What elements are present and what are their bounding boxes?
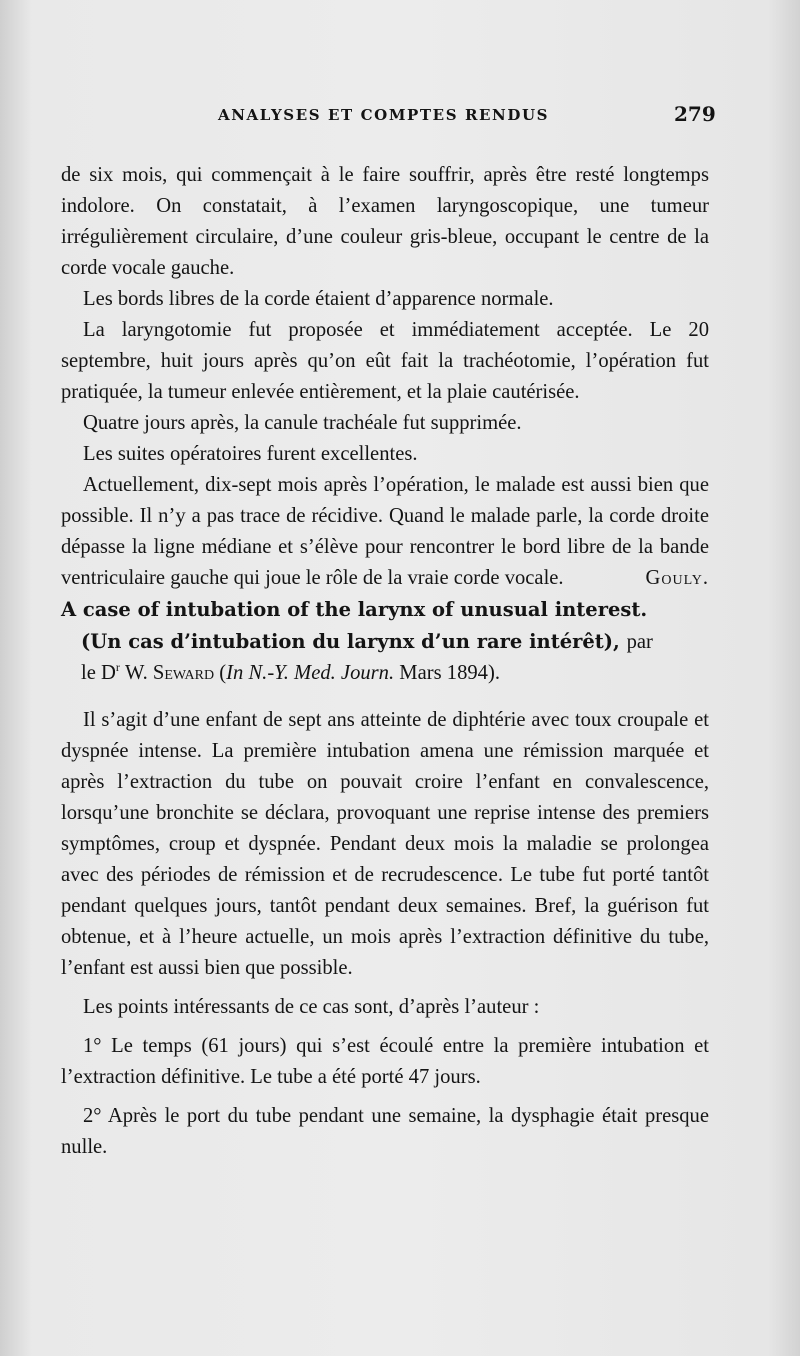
- running-head: ANALYSES ET COMPTES RENDUS: [218, 106, 550, 124]
- author-name: W. Seward: [125, 662, 215, 684]
- article-byline: [61, 658, 709, 689]
- citation-journal: In N.-Y. Med. Journ.: [226, 662, 395, 684]
- page-header: [0, 102, 800, 136]
- author-prefix: le D: [81, 662, 116, 684]
- citation-date: Mars 1894).: [399, 662, 500, 684]
- by-word: par: [626, 631, 653, 653]
- signature: Gouly.: [645, 567, 709, 589]
- list-item: 2° Après le port du tube pendant une semaine, la dysphagie était presque nulle.: [61, 1105, 709, 1158]
- author-prefix-sup: r: [115, 660, 120, 675]
- paragraph: Quatre jours après, la canule trachéale fut supprimée.: [83, 412, 522, 434]
- paragraph-continuation: de six mois, qui commençait à le faire souffrir, après être resté longtemps indolore. On constatait, à l’examen laryngoscopique, une tumeur irrégulièrement circulaire, d’une couleur gris-bleue, occupant le centre de la corde vocale gauche.: [61, 164, 709, 279]
- page-body: [61, 160, 709, 1163]
- paragraph: Il s’agit d’une enfant de sept ans atteinte de diphtérie avec toux croupale et dyspnée intense. La première intubation amena une rémission marquée et après l’extraction du tube on pouvait croire l’enfant en convalescence, lorsqu’une bronchite se déclara, provoquant une reprise intense des premiers symptômes, croup et dyspnée. Pendant deux mois la maladie se prolongea avec des périodes de rémission et de recrudescence. Le tube fut porté tantôt pendant quelques jours, tantôt pendant deux semaines. Bref, la guérison fut obtenue, et à l’heure actuelle, un mois après l’extraction définitive du tube, l’enfant est aussi bien que possible.: [61, 709, 709, 979]
- paragraph: La laryngotomie fut proposée et immédiatement acceptée. Le 20 septembre, huit jours après qu’on eût fait la trachéotomie, l’opération fut pratiquée, la tumeur enlevée entièrement, et la plaie cautérisée.: [61, 319, 709, 403]
- citation-open: (: [219, 662, 227, 684]
- article-subtitle-text: (Un cas d’intubation du larynx d’un rare intérêt),: [81, 630, 620, 653]
- paragraph-text: Actuellement, dix-sept mois après l’opération, le malade est aussi bien que possible. Il n’y a pas trace de récidive. Quand le malade parle, la corde droite dépasse la ligne médiane et s’élève pour rencontrer le bord libre de la bande ventriculaire gauche qui joue le rôle de la vraie corde vocale.: [61, 474, 709, 589]
- list-item: 1° Le temps (61 jours) qui s’est écoulé entre la première intubation et l’extraction définitive. Le tube a été porté 47 jours.: [61, 1035, 709, 1088]
- paragraph: Les bords libres de la corde étaient d’apparence normale.: [83, 288, 554, 310]
- paragraph: Les suites opératoires furent excellentes.: [83, 443, 418, 465]
- paragraph: Les points intéressants de ce cas sont, d’après l’auteur :: [83, 996, 540, 1018]
- paragraph: [61, 470, 709, 594]
- article-title: A case of intubation of the larynx of unusual interest.: [61, 598, 648, 621]
- page-number: 279: [674, 102, 716, 126]
- article-subtitle: [61, 626, 709, 658]
